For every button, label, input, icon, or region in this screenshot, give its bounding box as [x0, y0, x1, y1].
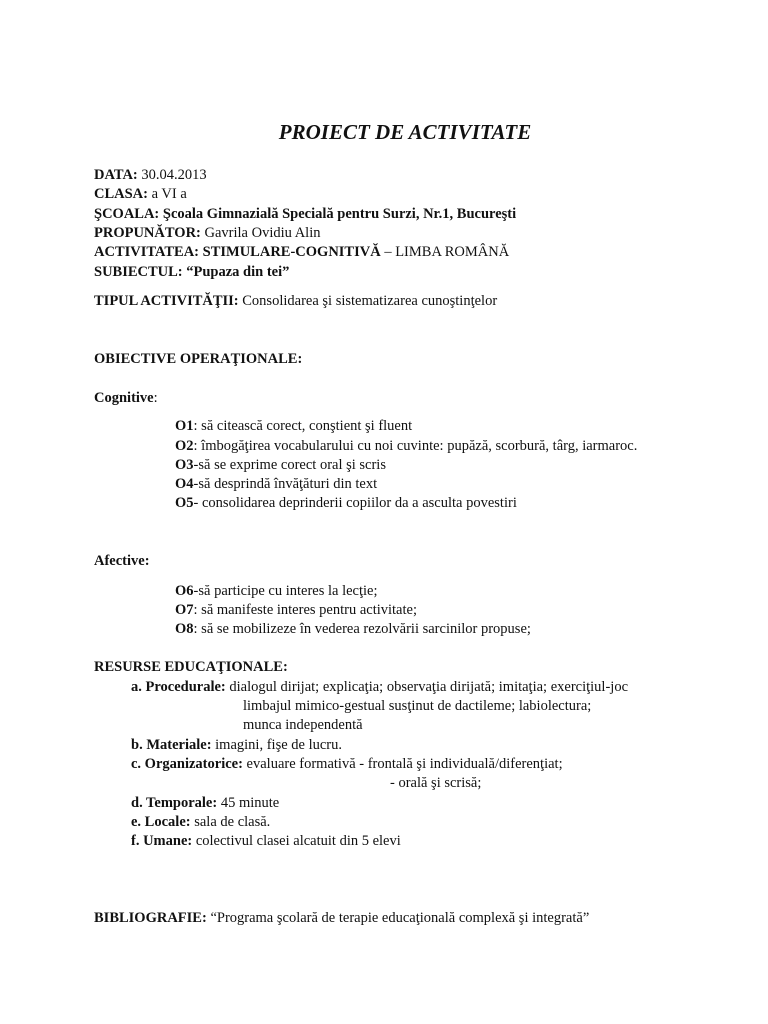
- data-value: 30.04.2013: [137, 167, 207, 183]
- objective-code: O5: [175, 495, 194, 511]
- temporale-line: [131, 794, 279, 812]
- procedurale-value: dialogul dirijat; explicaţia; observaţia dirijată; imitaţia; exerciţiul-joc: [225, 679, 628, 695]
- cognitive-heading: [94, 389, 158, 407]
- objective-text: : îmbogăţirea vocabularului cu noi cuvinte: pupăză, scorbură, târg, iarmaroc.: [193, 438, 638, 454]
- page-title: PROIECT DE ACTIVITATE: [278, 120, 532, 144]
- temporale-value: 45 minute: [217, 795, 280, 811]
- objective-code: O6: [175, 583, 194, 599]
- objective-code: O7: [175, 602, 194, 618]
- scoala-line: [94, 205, 516, 223]
- objective-text: - consolidarea deprinderii copiilor da a asculta povestiri: [193, 495, 517, 511]
- tipul-line: [94, 292, 497, 310]
- objective-code: O8: [175, 621, 194, 637]
- bibliografie-line: [94, 909, 589, 927]
- organizatorice-label: c. Organizatorice:: [131, 756, 243, 772]
- organizatorice-line: [131, 755, 563, 773]
- bibliografie-label: BIBLIOGRAFIE:: [94, 910, 207, 926]
- activitatea-line: [94, 243, 509, 261]
- objective-code: O2: [175, 438, 194, 454]
- subiectul-line: [94, 263, 289, 281]
- temporale-label: d. Temporale:: [131, 795, 218, 811]
- data-line: [94, 166, 207, 184]
- procedurale-line-3: munca independentă: [243, 717, 363, 733]
- objective-item: [175, 437, 637, 455]
- locale-line: [131, 813, 270, 831]
- tipul-value: Consolidarea şi sistematizarea cunoştinţelor: [238, 293, 498, 309]
- objective-item: [175, 601, 417, 619]
- resurse-heading: RESURSE EDUCAŢIONALE:: [94, 659, 288, 675]
- umane-value: colectivul clasei alcatuit din 5 elevi: [192, 833, 401, 849]
- objective-text: -să se exprime corect oral şi scris: [193, 457, 386, 473]
- objective-text: : să se mobilizeze în vederea rezolvării sarcinilor propuse;: [193, 621, 531, 637]
- organizatorice-value: evaluare formativă - frontală şi individuală/diferenţiat;: [242, 756, 563, 772]
- cognitive-colon: :: [153, 390, 158, 406]
- materiale-label: b. Materiale:: [131, 737, 212, 753]
- locale-label: e. Locale:: [131, 814, 191, 830]
- procedurale-label: a. Procedurale:: [131, 679, 226, 695]
- subiectul-value: “Pupaza din tei”: [182, 264, 290, 280]
- objective-item: [175, 494, 517, 512]
- activitatea-label: ACTIVITATEA:: [94, 244, 200, 260]
- clasa-label: CLASA:: [94, 186, 148, 202]
- tipul-label: TIPUL ACTIVITĂŢII:: [94, 293, 239, 309]
- activitatea-bold: STIMULARE-COGNITIVĂ: [199, 244, 381, 260]
- clasa-value: a VI a: [147, 186, 187, 202]
- locale-value: sala de clasă.: [190, 814, 271, 830]
- objective-code: O1: [175, 418, 194, 434]
- afective-heading: Afective:: [94, 553, 150, 569]
- obiective-heading: OBIECTIVE OPERAŢIONALE:: [94, 351, 303, 367]
- activitatea-value: – LIMBA ROMÂNĂ: [380, 244, 510, 260]
- propunator-label: PROPUNĂTOR:: [94, 225, 201, 241]
- procedurale-line-2: limbajul mimico-gestual susţinut de dactileme; labiolectura;: [243, 698, 592, 714]
- objective-item: [175, 582, 378, 600]
- clasa-line: [94, 185, 187, 203]
- bibliografie-value: “Programa şcolară de terapie educaţională complexă şi integrată”: [206, 910, 590, 926]
- objective-item: [175, 475, 377, 493]
- objective-text: : să citească corect, conştient şi fluent: [193, 418, 413, 434]
- objective-item: [175, 620, 531, 638]
- objective-text: -să desprindă învăţături din text: [193, 476, 378, 492]
- propunator-line: [94, 224, 321, 242]
- scoala-value: Şcoala Gimnazială Specială pentru Surzi, Nr.1, Bucureşti: [159, 206, 517, 222]
- materiale-line: [131, 736, 342, 754]
- data-label: DATA:: [94, 167, 138, 183]
- propunator-value: Gavrila Ovidiu Alin: [200, 225, 321, 241]
- objective-code: O3: [175, 457, 194, 473]
- cognitive-label: Cognitive: [94, 390, 154, 406]
- objective-item: [175, 456, 386, 474]
- materiale-value: imagini, fişe de lucru.: [211, 737, 342, 753]
- objective-text: -să participe cu interes la lecţie;: [193, 583, 378, 599]
- umane-label: f. Umane:: [131, 833, 193, 849]
- subiectul-label: SUBIECTUL:: [94, 264, 183, 280]
- scoala-label: ŞCOALA:: [94, 206, 160, 222]
- objective-item: [175, 417, 412, 435]
- objective-text: : să manifeste interes pentru activitate;: [193, 602, 417, 618]
- organizatorice-line-2: - orală şi scrisă;: [390, 775, 482, 791]
- objective-code: O4: [175, 476, 194, 492]
- umane-line: [131, 832, 401, 850]
- procedurale-line: [131, 678, 628, 696]
